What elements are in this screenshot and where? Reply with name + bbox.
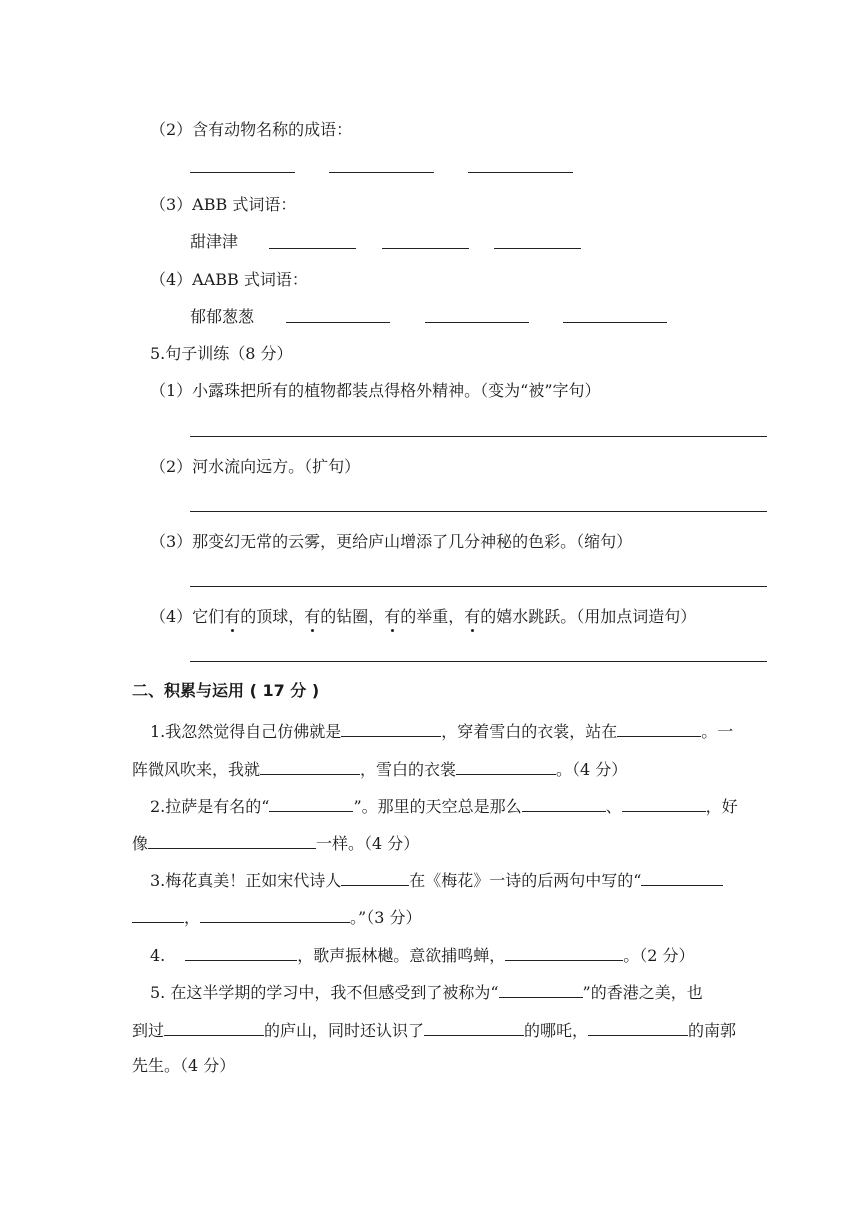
blank[interactable] <box>588 1017 688 1036</box>
s2-q1-line2: 阵微风吹来，我就 ，雪白的衣裳 。（4 分） <box>132 756 627 782</box>
s2-q2-line2: 像 一样。（4 分） <box>132 830 419 856</box>
s2-q4-line: 4. ，歌声振林樾。意欲捕鸣蝉， 。（2 分） <box>150 942 695 968</box>
blank[interactable] <box>260 756 360 775</box>
blank[interactable] <box>341 718 441 737</box>
blank[interactable] <box>148 830 316 849</box>
s2-q3-line1: 3.梅花真美！正如宋代诗人 在《梅花》一诗的后两句中写的“ <box>150 867 723 893</box>
blank[interactable] <box>622 793 706 812</box>
q5-item-3: （3）那变幻无常的云雾，更给庐山增添了几分神秘的色彩。（缩句） <box>150 532 633 551</box>
q4-part2-label: （2）含有动物名称的成语： <box>150 120 353 139</box>
blank[interactable] <box>424 1017 524 1036</box>
blank[interactable] <box>505 942 623 961</box>
emphasized-word: 有 <box>304 607 321 626</box>
answer-line[interactable] <box>190 661 767 662</box>
blank[interactable] <box>382 248 469 249</box>
q4-part3-label: （3）ABB 式词语： <box>150 195 297 214</box>
s2-q5-line2: 到过 的庐山，同时还认识了 的哪吒， 的南郭 <box>132 1017 736 1043</box>
s2-q5-line3: 先生。（4 分） <box>132 1056 236 1075</box>
s2-q5-line1: 5. 在这半学期的学习中，我不但感受到了被称为“ ”的香港之美，也 <box>150 979 703 1005</box>
blank[interactable] <box>286 322 390 323</box>
blank[interactable] <box>132 904 184 923</box>
q4-part4-example: 郁郁葱葱 <box>190 307 255 326</box>
blank[interactable] <box>329 172 434 173</box>
section-title: 二、积累与运用 ( 17 分 ) <box>132 681 320 700</box>
answer-line[interactable] <box>190 586 767 587</box>
blank[interactable] <box>494 248 581 249</box>
answer-line[interactable] <box>190 511 767 512</box>
q5-item-2: （2）河水流向远方。（扩句） <box>150 457 361 476</box>
answer-line[interactable] <box>190 436 767 437</box>
emphasized-word: 有 <box>384 607 401 626</box>
blank[interactable] <box>185 942 297 961</box>
blank[interactable] <box>468 172 573 173</box>
blank[interactable] <box>499 979 583 998</box>
q5-item-1: （1）小露珠把所有的植物都装点得格外精神。（变为“被”字句） <box>150 381 601 400</box>
blank[interactable] <box>269 248 356 249</box>
emphasized-word: 有 <box>224 607 241 626</box>
blank[interactable] <box>617 718 701 737</box>
blank[interactable] <box>563 322 667 323</box>
blank[interactable] <box>641 867 723 886</box>
s2-q3-line2: ， 。”（3 分） <box>132 904 421 930</box>
q4-part3-example: 甜津津 <box>190 232 239 251</box>
blank[interactable] <box>190 172 295 173</box>
s2-q2-line1: 2.拉萨是有名的“ ”。那里的天空总是那么 、 ，好 <box>150 793 738 819</box>
blank[interactable] <box>425 322 529 323</box>
blank[interactable] <box>456 756 556 775</box>
blank[interactable] <box>269 793 353 812</box>
blank[interactable] <box>164 1017 264 1036</box>
blank[interactable] <box>200 904 350 923</box>
blank[interactable] <box>341 867 409 886</box>
s2-q1-line1: 1.我忽然觉得自己仿佛就是 ，穿着雪白的衣裳，站在 。一 <box>150 718 733 744</box>
emphasized-word: 有 <box>464 607 481 626</box>
q4-part4-label: （4）AABB 式词语： <box>150 270 308 289</box>
blank[interactable] <box>522 793 606 812</box>
q5-title: 5.句子训练（8 分） <box>150 344 293 363</box>
q5-item-4: （4）它们有的顶球，有的钻圈，有的举重，有的嬉水跳跃。（用加点词造句） <box>150 607 697 626</box>
